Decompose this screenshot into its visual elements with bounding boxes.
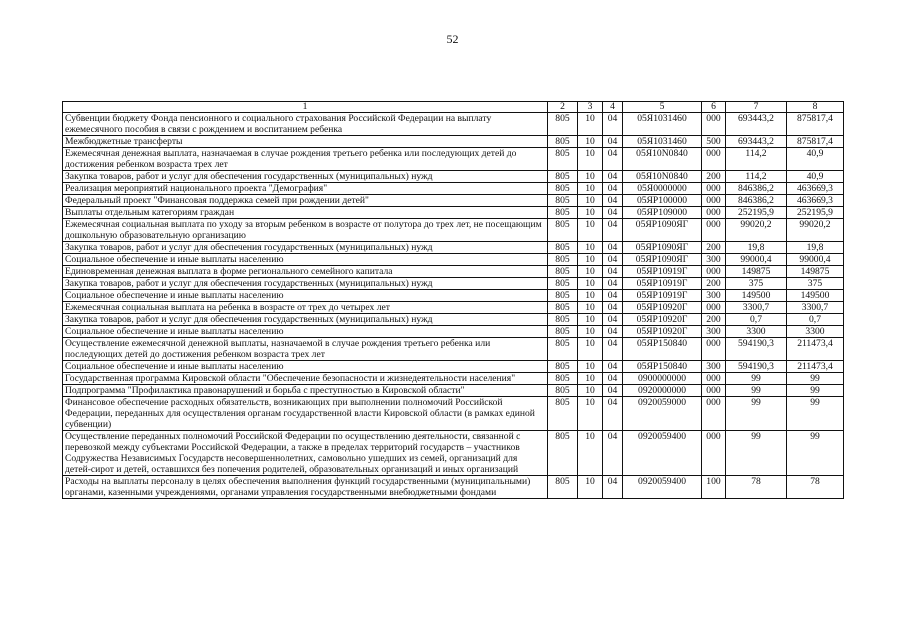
section-code-cell: 10: [578, 338, 603, 361]
subsection-code-cell: 04: [603, 219, 623, 242]
department-code-cell: 805: [548, 207, 578, 219]
amount-year1-cell: 114,2: [726, 148, 787, 171]
page-number: 52: [446, 32, 459, 46]
table-row: [63, 326, 844, 338]
section-code-cell: 10: [578, 373, 603, 385]
section-code-cell: 10: [578, 397, 603, 431]
table-row: [63, 219, 844, 242]
expense-type-cell: 200: [702, 242, 726, 254]
table-row: [63, 476, 844, 499]
department-code-cell: 805: [548, 431, 578, 476]
subsection-code-cell: 04: [603, 207, 623, 219]
table-row: [63, 183, 844, 195]
subsection-code-cell: 04: [603, 476, 623, 499]
amount-year2-cell: 99: [787, 431, 844, 476]
amount-year1-cell: 375: [726, 278, 787, 290]
department-code-cell: 805: [548, 148, 578, 171]
expense-type-cell: 000: [702, 195, 726, 207]
section-code-cell: 10: [578, 266, 603, 278]
expense-type-cell: 000: [702, 266, 726, 278]
table-row: [63, 385, 844, 397]
department-code-cell: 805: [548, 171, 578, 183]
amount-year1-cell: 693443,2: [726, 136, 787, 148]
amount-year2-cell: 99: [787, 385, 844, 397]
expense-type-cell: 000: [702, 397, 726, 431]
amount-year1-cell: 149500: [726, 290, 787, 302]
target-article-cell: 05ЯР150840: [623, 338, 702, 361]
department-code-cell: 805: [548, 385, 578, 397]
row-name-cell: Государственная программа Кировской области "Обеспечение безопасности и жизнедеятельности населения": [63, 373, 548, 385]
section-code-cell: 10: [578, 476, 603, 499]
amount-year1-cell: 99: [726, 397, 787, 431]
subsection-code-cell: 04: [603, 278, 623, 290]
column-header: 6: [702, 102, 726, 113]
section-code-cell: 10: [578, 113, 603, 136]
row-name-cell: Социальное обеспечение и иные выплаты населению: [63, 254, 548, 266]
amount-year1-cell: 149875: [726, 266, 787, 278]
column-header: 1: [63, 102, 548, 113]
target-article-cell: 0900000000: [623, 373, 702, 385]
expense-type-cell: 000: [702, 431, 726, 476]
department-code-cell: 805: [548, 338, 578, 361]
department-code-cell: 805: [548, 314, 578, 326]
section-code-cell: 10: [578, 385, 603, 397]
row-name-cell: Осуществление ежемесячной денежной выплаты, назначаемой в случае рождения третьего ребенка или последующих детей до достижения ребенком возраста трех лет: [63, 338, 548, 361]
section-code-cell: 10: [578, 195, 603, 207]
table-row: [63, 207, 844, 219]
table-row: [63, 195, 844, 207]
table-row: [63, 302, 844, 314]
row-name-cell: Федеральный проект "Финансовая поддержка семей при рождении детей": [63, 195, 548, 207]
amount-year1-cell: 594190,3: [726, 338, 787, 361]
amount-year2-cell: 40,9: [787, 148, 844, 171]
table-row: [63, 397, 844, 431]
target-article-cell: 05ЯР1090ЯГ: [623, 254, 702, 266]
subsection-code-cell: 04: [603, 314, 623, 326]
target-article-cell: 05Я0000000: [623, 183, 702, 195]
amount-year2-cell: 3300: [787, 326, 844, 338]
amount-year2-cell: 211473,4: [787, 338, 844, 361]
subsection-code-cell: 04: [603, 148, 623, 171]
section-code-cell: 10: [578, 278, 603, 290]
expense-type-cell: 000: [702, 219, 726, 242]
amount-year2-cell: 252195,9: [787, 207, 844, 219]
expense-type-cell: 000: [702, 113, 726, 136]
table-row: [63, 314, 844, 326]
amount-year1-cell: 846386,2: [726, 195, 787, 207]
department-code-cell: 805: [548, 183, 578, 195]
department-code-cell: 805: [548, 361, 578, 373]
table-row: [63, 373, 844, 385]
subsection-code-cell: 04: [603, 113, 623, 136]
expense-type-cell: 000: [702, 302, 726, 314]
amount-year1-cell: 3300,7: [726, 302, 787, 314]
row-name-cell: Закупка товаров, работ и услуг для обеспечения государственных (муниципальных) нужд: [63, 314, 548, 326]
amount-year2-cell: 149875: [787, 266, 844, 278]
expense-type-cell: 100: [702, 476, 726, 499]
target-article-cell: 05ЯР10920Г: [623, 302, 702, 314]
amount-year2-cell: 99000,4: [787, 254, 844, 266]
department-code-cell: 805: [548, 302, 578, 314]
section-code-cell: 10: [578, 290, 603, 302]
target-article-cell: 0920000000: [623, 385, 702, 397]
subsection-code-cell: 04: [603, 385, 623, 397]
table-row: [63, 113, 844, 136]
row-name-cell: Социальное обеспечение и иные выплаты населению: [63, 290, 548, 302]
row-name-cell: Реализация мероприятий национального проекта "Демография": [63, 183, 548, 195]
table-row: [63, 431, 844, 476]
expense-type-cell: 200: [702, 314, 726, 326]
target-article-cell: 05ЯР150840: [623, 361, 702, 373]
amount-year1-cell: 99: [726, 385, 787, 397]
section-code-cell: 10: [578, 302, 603, 314]
subsection-code-cell: 04: [603, 302, 623, 314]
expense-type-cell: 000: [702, 338, 726, 361]
department-code-cell: 805: [548, 136, 578, 148]
amount-year2-cell: 40,9: [787, 171, 844, 183]
department-code-cell: 805: [548, 113, 578, 136]
subsection-code-cell: 04: [603, 326, 623, 338]
row-name-cell: Подпрограмма "Профилактика правонарушений и борьба с преступностью в Кировской области": [63, 385, 548, 397]
section-code-cell: 10: [578, 431, 603, 476]
amount-year1-cell: 0,7: [726, 314, 787, 326]
expense-type-cell: 300: [702, 290, 726, 302]
subsection-code-cell: 04: [603, 361, 623, 373]
section-code-cell: 10: [578, 326, 603, 338]
table-header-row: [63, 102, 844, 113]
section-code-cell: 10: [578, 242, 603, 254]
amount-year2-cell: 463669,3: [787, 195, 844, 207]
subsection-code-cell: 04: [603, 266, 623, 278]
amount-year2-cell: 19,8: [787, 242, 844, 254]
target-article-cell: 0920059400: [623, 476, 702, 499]
amount-year2-cell: 3300,7: [787, 302, 844, 314]
section-code-cell: 10: [578, 314, 603, 326]
subsection-code-cell: 04: [603, 338, 623, 361]
row-name-cell: Межбюджетные трансферты: [63, 136, 548, 148]
row-name-cell: Выплаты отдельным категориям граждан: [63, 207, 548, 219]
section-code-cell: 10: [578, 254, 603, 266]
section-code-cell: 10: [578, 183, 603, 195]
department-code-cell: 805: [548, 397, 578, 431]
amount-year2-cell: 149500: [787, 290, 844, 302]
column-header: 8: [787, 102, 844, 113]
target-article-cell: 05Я10N0840: [623, 148, 702, 171]
amount-year2-cell: 0,7: [787, 314, 844, 326]
target-article-cell: 05ЯР10919Г: [623, 278, 702, 290]
expense-type-cell: 000: [702, 183, 726, 195]
target-article-cell: 05ЯР10920Г: [623, 326, 702, 338]
amount-year1-cell: 3300: [726, 326, 787, 338]
subsection-code-cell: 04: [603, 183, 623, 195]
expense-type-cell: 000: [702, 207, 726, 219]
row-name-cell: Социальное обеспечение и иные выплаты населению: [63, 326, 548, 338]
amount-year2-cell: 875817,4: [787, 136, 844, 148]
target-article-cell: 05ЯР100000: [623, 195, 702, 207]
subsection-code-cell: 04: [603, 290, 623, 302]
table-row: [63, 278, 844, 290]
target-article-cell: 05Я10N0840: [623, 171, 702, 183]
amount-year2-cell: 211473,4: [787, 361, 844, 373]
table-row: [63, 171, 844, 183]
section-code-cell: 10: [578, 361, 603, 373]
column-header: 4: [603, 102, 623, 113]
column-header: 2: [548, 102, 578, 113]
row-name-cell: Единовременная денежная выплата в форме регионального семейного капитала: [63, 266, 548, 278]
row-name-cell: Закупка товаров, работ и услуг для обеспечения государственных (муниципальных) нужд: [63, 278, 548, 290]
department-code-cell: 805: [548, 219, 578, 242]
target-article-cell: 05ЯР10919Г: [623, 290, 702, 302]
department-code-cell: 805: [548, 373, 578, 385]
amount-year1-cell: 99000,4: [726, 254, 787, 266]
expense-type-cell: 000: [702, 148, 726, 171]
table-row: [63, 290, 844, 302]
expense-type-cell: 200: [702, 278, 726, 290]
target-article-cell: 05Я1031460: [623, 113, 702, 136]
department-code-cell: 805: [548, 290, 578, 302]
department-code-cell: 805: [548, 476, 578, 499]
amount-year2-cell: 875817,4: [787, 113, 844, 136]
amount-year1-cell: 99: [726, 373, 787, 385]
subsection-code-cell: 04: [603, 373, 623, 385]
subsection-code-cell: 04: [603, 171, 623, 183]
expense-type-cell: 000: [702, 373, 726, 385]
amount-year2-cell: 99: [787, 397, 844, 431]
column-header: 3: [578, 102, 603, 113]
expense-type-cell: 000: [702, 385, 726, 397]
amount-year2-cell: 375: [787, 278, 844, 290]
target-article-cell: 05ЯР109000: [623, 207, 702, 219]
row-name-cell: Расходы на выплаты персоналу в целях обеспечения выполнения функций государственными (муниципальными) органами, казенными учреждениями, органами управления государственными внебюджетными фондами: [63, 476, 548, 499]
subsection-code-cell: 04: [603, 431, 623, 476]
column-header: 7: [726, 102, 787, 113]
table-row: [63, 136, 844, 148]
section-code-cell: 10: [578, 148, 603, 171]
subsection-code-cell: 04: [603, 195, 623, 207]
table-row: [63, 242, 844, 254]
expense-type-cell: 300: [702, 254, 726, 266]
table-row: [63, 361, 844, 373]
department-code-cell: 805: [548, 278, 578, 290]
expense-type-cell: 300: [702, 361, 726, 373]
subsection-code-cell: 04: [603, 136, 623, 148]
department-code-cell: 805: [548, 326, 578, 338]
row-name-cell: Финансовое обеспечение расходных обязательств, возникающих при выполнении полномочий Российской Федерации, переданных для осуществления органам государственной власти Кировской области (в рамках единой субвенции): [63, 397, 548, 431]
column-header: 5: [623, 102, 702, 113]
subsection-code-cell: 04: [603, 254, 623, 266]
amount-year1-cell: 693443,2: [726, 113, 787, 136]
row-name-cell: Осуществление переданных полномочий Российской Федерации по осуществлению деятельности, связанной с перевозкой между субъектами Российской Федерации, а также в пределах территорий государств – участников Содружества Независимых Государств несовершеннолетних, самовольно ушедших из семей, организаций для детей-сирот и детей, оставшихся без попечения родителей, образовательных организаций и иных организаций: [63, 431, 548, 476]
target-article-cell: 0920059400: [623, 431, 702, 476]
department-code-cell: 805: [548, 242, 578, 254]
amount-year2-cell: 99020,2: [787, 219, 844, 242]
section-code-cell: 10: [578, 219, 603, 242]
amount-year1-cell: 99: [726, 431, 787, 476]
amount-year1-cell: 19,8: [726, 242, 787, 254]
amount-year1-cell: 846386,2: [726, 183, 787, 195]
row-name-cell: Ежемесячная социальная выплата по уходу за вторым ребенком в возрасте от полутора до трех лет, не посещающим дошкольную образовательную организацию: [63, 219, 548, 242]
row-name-cell: Субвенции бюджету Фонда пенсионного и социального страхования Российской Федерации на выплату ежемесячного пособия в связи с рождением и воспитанием ребенка: [63, 113, 548, 136]
amount-year2-cell: 463669,3: [787, 183, 844, 195]
row-name-cell: Ежемесячная социальная выплата на ребенка в возрасте от трех до четырех лет: [63, 302, 548, 314]
budget-table: [62, 101, 844, 499]
table-row: [63, 254, 844, 266]
expense-type-cell: 500: [702, 136, 726, 148]
table-row: [63, 266, 844, 278]
expense-type-cell: 200: [702, 171, 726, 183]
table-row: [63, 338, 844, 361]
section-code-cell: 10: [578, 171, 603, 183]
department-code-cell: 805: [548, 266, 578, 278]
row-name-cell: Закупка товаров, работ и услуг для обеспечения государственных (муниципальных) нужд: [63, 242, 548, 254]
target-article-cell: 05ЯР1090ЯГ: [623, 242, 702, 254]
department-code-cell: 805: [548, 195, 578, 207]
target-article-cell: 05ЯР10920Г: [623, 314, 702, 326]
amount-year1-cell: 99020,2: [726, 219, 787, 242]
amount-year1-cell: 114,2: [726, 171, 787, 183]
amount-year1-cell: 252195,9: [726, 207, 787, 219]
section-code-cell: 10: [578, 207, 603, 219]
row-name-cell: Социальное обеспечение и иные выплаты населению: [63, 361, 548, 373]
expense-type-cell: 300: [702, 326, 726, 338]
target-article-cell: 05Я1031460: [623, 136, 702, 148]
amount-year1-cell: 78: [726, 476, 787, 499]
subsection-code-cell: 04: [603, 242, 623, 254]
target-article-cell: 05ЯР1090ЯГ: [623, 219, 702, 242]
row-name-cell: Закупка товаров, работ и услуг для обеспечения государственных (муниципальных) нужд: [63, 171, 548, 183]
department-code-cell: 805: [548, 254, 578, 266]
amount-year2-cell: 78: [787, 476, 844, 499]
section-code-cell: 10: [578, 136, 603, 148]
target-article-cell: 05ЯР10919Г: [623, 266, 702, 278]
table-row: [63, 148, 844, 171]
subsection-code-cell: 04: [603, 397, 623, 431]
amount-year1-cell: 594190,3: [726, 361, 787, 373]
amount-year2-cell: 99: [787, 373, 844, 385]
target-article-cell: 0920059000: [623, 397, 702, 431]
row-name-cell: Ежемесячная денежная выплата, назначаемая в случае рождения третьего ребенка или последующих детей до достижения ребенком возраста трех лет: [63, 148, 548, 171]
